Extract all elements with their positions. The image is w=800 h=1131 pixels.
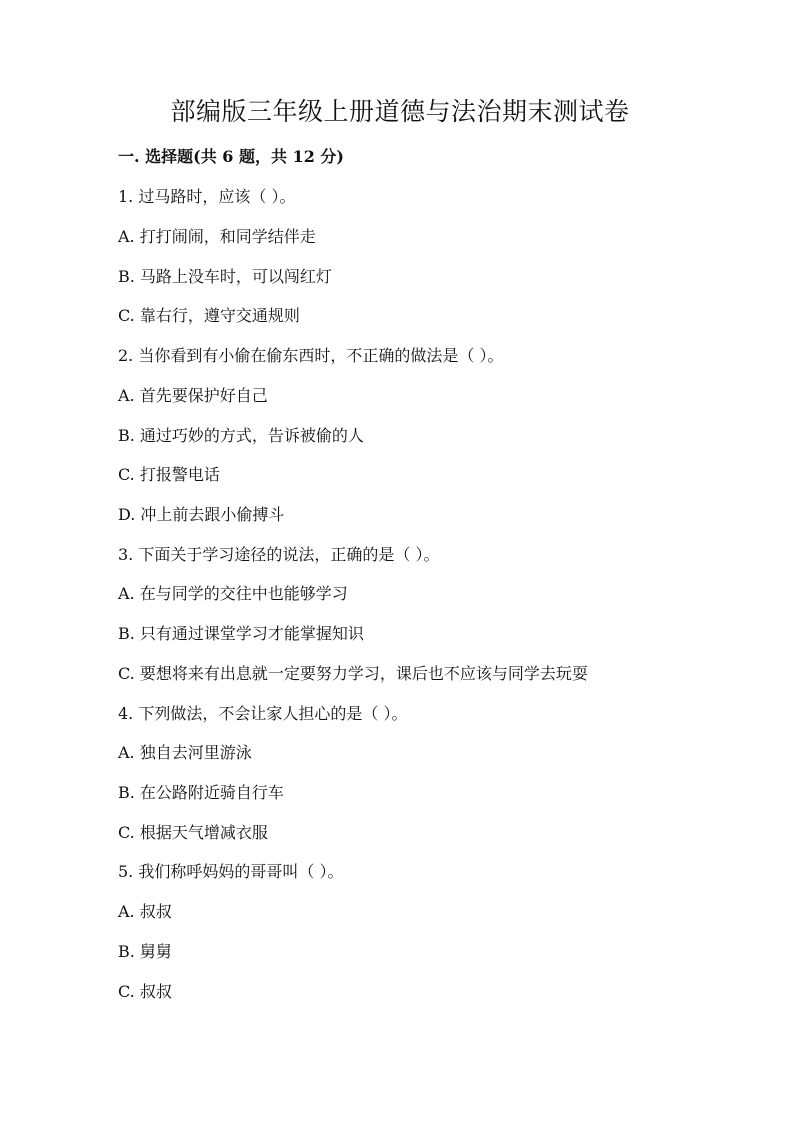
question-3-option-b: B. 只有通过课堂学习才能掌握知识 [118,624,364,643]
question-2-option-b: B. 通过巧妙的方式，告诉被偷的人 [118,426,364,445]
question-4-option-c: C. 根据天气增减衣服 [118,823,268,842]
question-2-option-a: A. 首先要保护好自己 [118,386,268,405]
question-4-option-b: B. 在公路附近骑自行车 [118,783,284,802]
question-2-stem: 2. 当你看到有小偷在偷东西时，不正确的做法是（ ）。 [118,346,504,365]
question-5-option-a: A. 叔叔 [118,902,172,921]
question-4-stem: 4. 下列做法，不会让家人担心的是（ ）。 [118,704,408,723]
question-1-option-b: B. 马路上没车时，可以闯红灯 [118,267,332,286]
question-5-option-b: B. 舅舅 [118,942,172,961]
question-4-option-a: A. 独自去河里游泳 [118,743,252,762]
question-2-option-c: C. 打报警电话 [118,465,220,484]
question-3-stem: 3. 下面关于学习途径的说法，正确的是（ ）。 [118,545,440,564]
question-1-option-a: A. 打打闹闹，和同学结伴走 [118,227,316,246]
question-2-option-d: D. 冲上前去跟小偷搏斗 [118,505,285,524]
question-5-stem: 5. 我们称呼妈妈的哥哥叫（ ）。 [118,862,344,881]
section-heading: 一. 选择题(共 6 题，共 12 分) [118,147,344,166]
page-title: 部编版三年级上册道德与法治期末测试卷 [170,97,630,126]
question-1-option-c: C. 靠右行，遵守交通规则 [118,306,300,325]
question-1-stem: 1. 过马路时，应该（ ）。 [118,187,296,206]
question-5-option-c: C. 叔叔 [118,982,172,1001]
question-3-option-a: A. 在与同学的交往中也能够学习 [118,584,348,603]
question-3-option-c: C. 要想将来有出息就一定要努力学习，课后也不应该与同学去玩耍 [118,664,588,683]
